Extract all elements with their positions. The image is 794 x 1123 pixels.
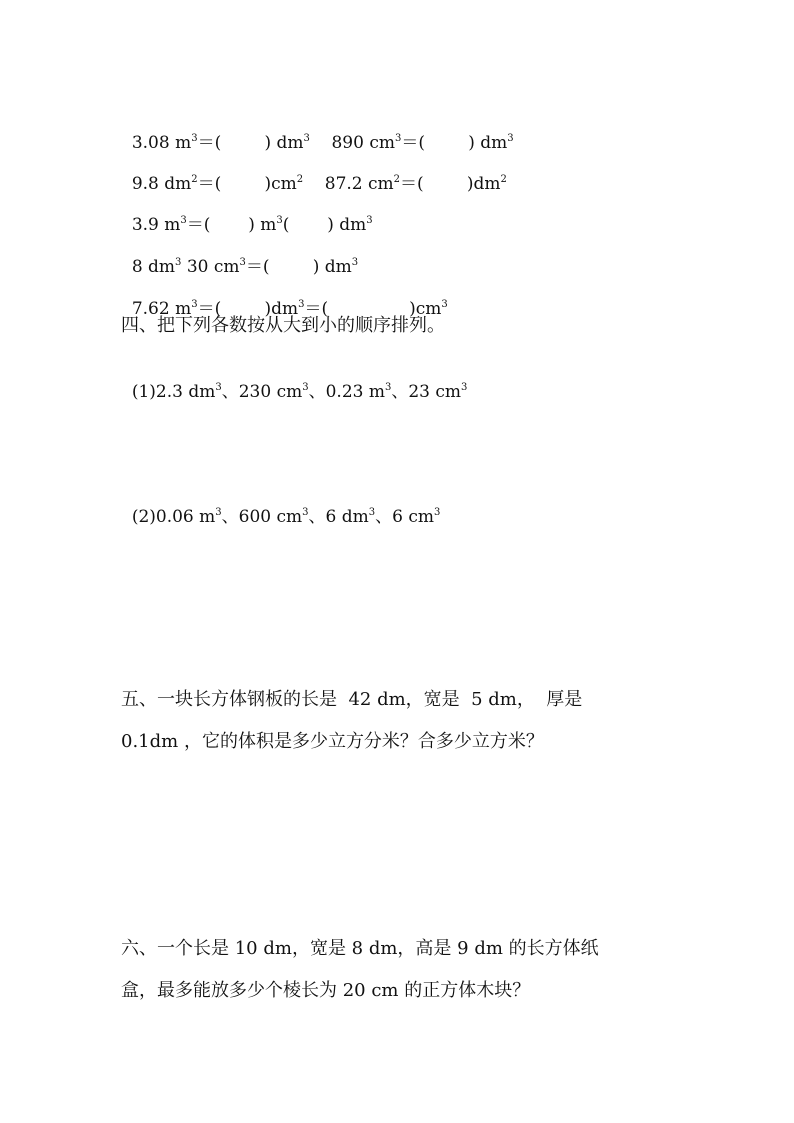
section-5-line-2: 0.1dm ，它的体积是多少立方分米？合多少立方米？ (121, 731, 544, 752)
section-4-item-2: (2)0.06 $m^3$、600 $cm^3$、6 $dm^3$、6 $cm^3$ (131, 507, 441, 527)
section-4-title: 四、把下列各数按从大到小的顺序排列。 (121, 315, 445, 336)
conversion-line-3: 3.9 $m^3=$( ) $m^3$( ) $dm^3$ (131, 215, 373, 235)
conversion-line-2: 9.8 $dm^2=$( )$cm^2$ 87.2 $cm^2=$( )$dm^2$ (131, 174, 507, 194)
conversion-line-1: 3.08 $m^3=$( ) $dm^3$ 890 $cm^3=$( ) $dm^3$ (131, 133, 514, 153)
section-4-item-1: (1)2.3 $dm^3$、230 $cm^3$、0.23 $m^3$、23 $cm^3$ (131, 382, 468, 402)
section-6-line-2: 盒，最多能放多少个棱长为 20 cm 的正方体木块？ (121, 980, 531, 1001)
conversion-line-4: 8 $dm^3$ 30 $cm^3=$( ) $dm^3$ (131, 257, 359, 277)
section-5-line-1: 五、一块长方体钢板的长是 42 dm，宽是 5 dm， 厚是 (121, 689, 583, 710)
section-6-line-1: 六、一个长是 10 dm，宽是 8 dm，高是 9 dm 的长方体纸 (121, 938, 599, 959)
conversion-line-5: 7.62 $m^3=$( )$dm^3=$( )$cm^3$ (131, 299, 448, 319)
